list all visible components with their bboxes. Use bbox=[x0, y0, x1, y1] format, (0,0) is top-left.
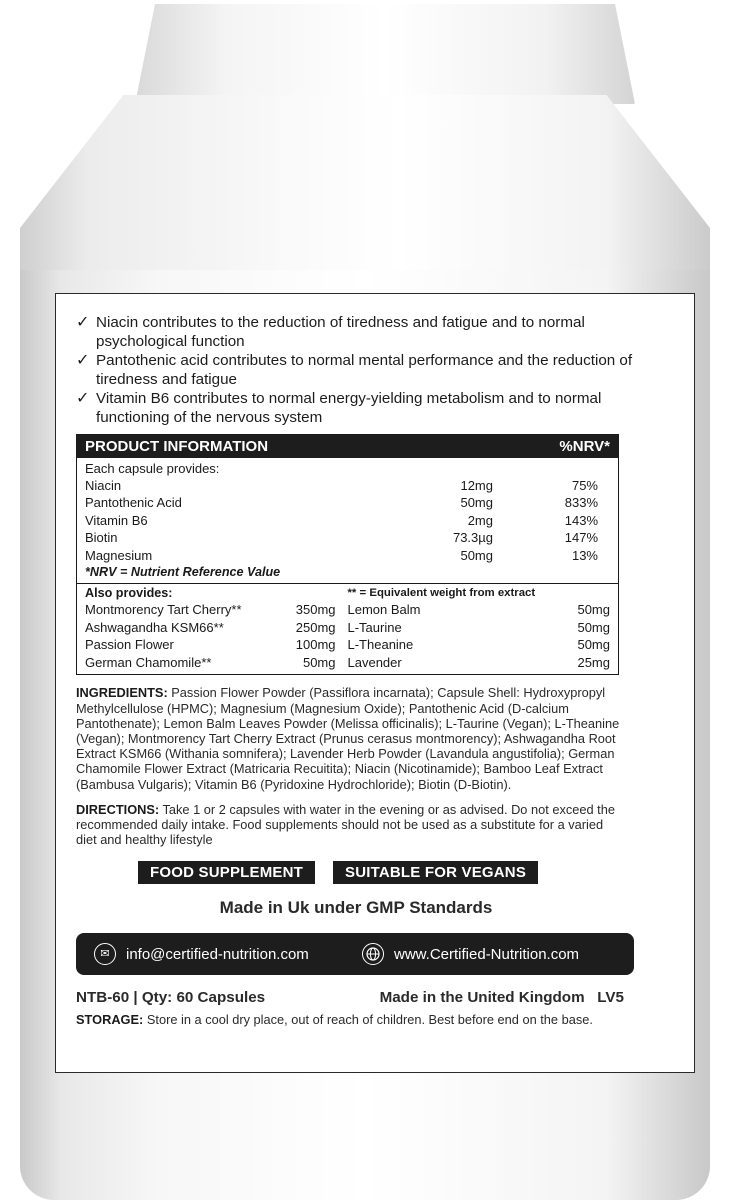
extract-row: Lemon Balm 50mg bbox=[347, 602, 610, 617]
also-provides-title: Also provides: bbox=[85, 586, 173, 600]
also-provides-right bbox=[348, 585, 611, 671]
extract-note: ** = Equivalent weight from extract bbox=[347, 587, 536, 599]
claim-item: ✓ Vitamin B6 contributes to normal energy-yielding metabolism and to normal functioning of the nervous system bbox=[76, 390, 602, 426]
bottle-shoulder bbox=[20, 95, 710, 285]
nrv-header: %NRV* bbox=[559, 437, 610, 455]
globe-icon bbox=[362, 943, 384, 965]
nutrient-row: Pantothenic Acid 50mg 833% bbox=[85, 495, 598, 511]
contact-bar bbox=[76, 933, 634, 975]
gmp-statement: Made in Uk under GMP Standards bbox=[219, 898, 493, 918]
nutrient-row: Biotin 73.3µg 147% bbox=[85, 530, 598, 546]
envelope-icon: ✉ bbox=[94, 943, 116, 965]
contact-email bbox=[94, 943, 362, 965]
extract-row: Montmorency Tart Cherry** 350mg bbox=[85, 602, 336, 617]
nutrient-row: Magnesium 50mg 13% bbox=[85, 547, 598, 563]
lot-code: LV5 bbox=[597, 989, 624, 1007]
storage-text: STORAGE: Store in a cool dry place, out of reach of children. Best before end on the base. bbox=[76, 1012, 593, 1028]
nutrient-row: Niacin 12mg 75% bbox=[85, 477, 598, 493]
claim-item: ✓ Niacin contributes to the reduction of tiredness and fatigue and to normal psychological function bbox=[76, 314, 585, 350]
product-information-box bbox=[76, 434, 619, 676]
nutrient-table bbox=[77, 458, 618, 583]
product-information-title: PRODUCT INFORMATION bbox=[85, 437, 269, 455]
footer-line bbox=[76, 989, 624, 1006]
check-icon: ✓ bbox=[76, 314, 90, 331]
extract-row: Lavender 25mg bbox=[347, 654, 610, 670]
globe-svg bbox=[366, 947, 380, 961]
extract-row: L-Taurine 50mg bbox=[347, 619, 610, 635]
website-text: www.Certified-Nutrition.com bbox=[394, 945, 580, 963]
vegan-badge: SUITABLE FOR VEGANS bbox=[333, 861, 538, 884]
nutrient-row: Vitamin B6 2mg 143% bbox=[85, 512, 598, 528]
extract-row: Ashwagandha KSM66** 250mg bbox=[85, 619, 336, 635]
nrv-note: *NRV = Nutrient Reference Value bbox=[85, 565, 281, 579]
contact-website bbox=[362, 943, 579, 965]
extract-row: Passion Flower 100mg bbox=[85, 637, 336, 653]
health-claims bbox=[76, 314, 674, 428]
extract-row: L-Theanine 50mg bbox=[347, 637, 610, 653]
claim-item: ✓ Pantothenic acid contributes to normal mental performance and the reduction of tiredness and fatigue bbox=[76, 352, 633, 388]
directions-text: DIRECTIONS: Take 1 or 2 capsules with water in the evening or as advised. Do not exceed the recommended daily intake. Food supplements should not be used as a substitute for a varied diet and healthy lifestyle bbox=[76, 801, 615, 848]
made-in-uk: Made in the United Kingdom LV5 bbox=[379, 989, 624, 1007]
product-code-qty: NTB-60 | Qty: 60 Capsules bbox=[76, 989, 266, 1007]
bottle-cap bbox=[135, 4, 635, 104]
badges bbox=[138, 861, 674, 884]
check-icon: ✓ bbox=[76, 390, 90, 408]
email-text: info@certified-nutrition.com bbox=[126, 945, 309, 963]
also-provides-left bbox=[85, 585, 348, 671]
also-provides-section bbox=[77, 583, 618, 674]
each-capsule-text: Each capsule provides: bbox=[85, 460, 220, 476]
check-icon: ✓ bbox=[76, 352, 90, 370]
product-information-header bbox=[77, 435, 618, 458]
product-label bbox=[55, 293, 695, 1073]
ingredients-text: INGREDIENTS: Passion Flower Powder (Passiflora incarnata); Capsule Shell: Hydroxypropyl Methylcellulose (HPMC); Magnesium (Magnesium Oxide); Pantothenic Acid (D-calcium Pantothenate); Lemon Balm Leaves Powder (Melissa officinalis); L-Taurine (Vegan); L-Theanine (Vegan); Montmorency Tart Cherry Extract (Prunus cerasus montmorency); Ashwagandha Root Extract KSM66 (Withania somnifera); Lavender Herb Powder (Lavandula angustifolia); German Chamomile Flower Extract (Matricaria Recuitita); Niacin (Nicotinamide); Bamboo Leaf Extract (Bambusa Vulgaris); Vitamin B6 (Pyridoxine Hydrochloride); Biotin (D-Biotin). bbox=[76, 685, 620, 792]
food-supplement-badge: FOOD SUPPLEMENT bbox=[138, 861, 315, 884]
extract-row: German Chamomile** 50mg bbox=[85, 654, 336, 670]
